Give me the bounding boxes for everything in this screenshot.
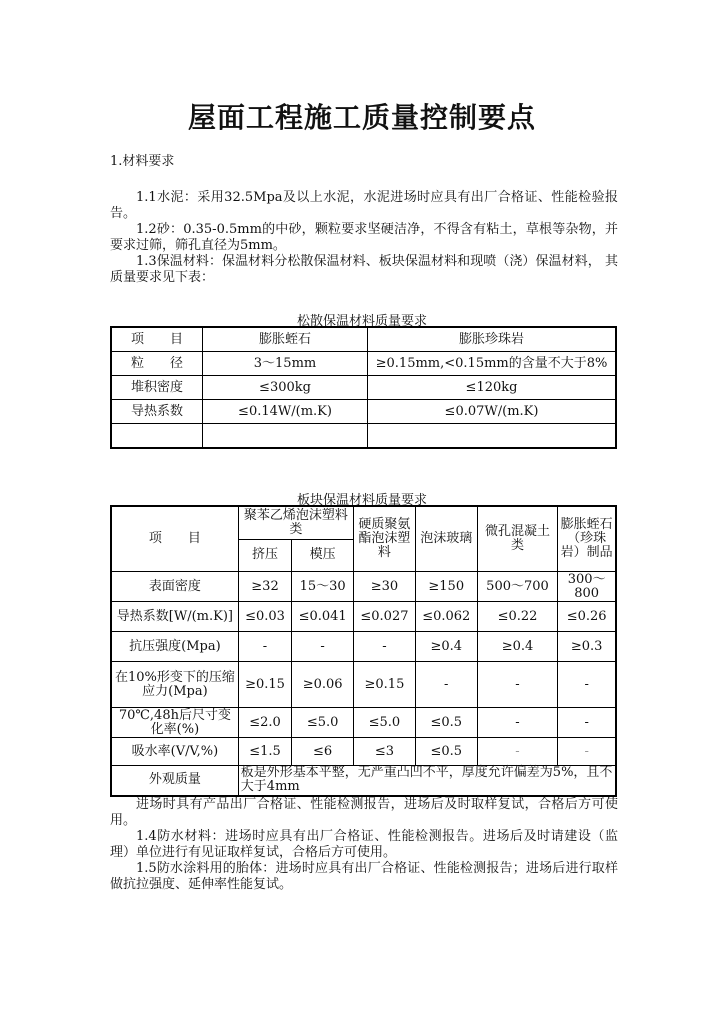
section-heading: 1.材料要求 (110, 154, 175, 169)
table-cell: - (238, 632, 291, 662)
table-cell: ≥0.15 (354, 662, 416, 708)
table-row (111, 766, 616, 796)
table-cell: 表面密度 (111, 572, 238, 602)
table-cell: 堆积密度 (111, 376, 203, 400)
table-cell: - (415, 662, 477, 708)
table-cell: ≤300kg (203, 376, 368, 400)
table-cell: ≤0.14W/(m.K) (203, 400, 368, 424)
table-cell (203, 424, 368, 449)
table-cell: ≥0.15mm,<0.15mm的含量不大于8% (368, 352, 617, 376)
table-cell: 板是外形基本平整，无严重凸凹不平，厚度允许偏差为5%，且不大于4mm (238, 766, 616, 796)
table-cell (368, 424, 617, 449)
table-row (111, 352, 616, 376)
table-row (111, 708, 616, 738)
table-cell (111, 424, 203, 449)
table-cell: 15～30 (292, 572, 354, 602)
table-row (111, 400, 616, 424)
table-cell: 70℃,48h后尺寸变化率(%) (111, 708, 238, 738)
table-cell: 导热系数[W/(m.K)] (111, 602, 238, 632)
table-cell: 在10%形变下的压缩应力(Mpa) (111, 662, 238, 708)
table-cell: ≥0.3 (558, 632, 616, 662)
table-cell: ≥150 (415, 572, 477, 602)
table-header-cell: 模压 (292, 539, 354, 572)
table-cell: ≤2.0 (238, 708, 291, 738)
table-cell: 300～800 (558, 572, 616, 602)
table-header-cell: 膨胀珍珠岩 (368, 327, 617, 352)
table-row (111, 376, 616, 400)
table-row (111, 632, 616, 662)
table-cell: ≤0.5 (415, 708, 477, 738)
table-cell: - (558, 738, 616, 766)
table-header-cell: 膨胀蛭石（珍珠岩）制品 (558, 506, 616, 572)
table-cell: ≥0.06 (292, 662, 354, 708)
table2-caption: 板块保温材料质量要求 (296, 493, 427, 508)
table-cell: ≤6 (292, 738, 354, 766)
table-cell: 3～15mm (203, 352, 368, 376)
table-cell: - (477, 738, 558, 766)
table-cell: ≤0.03 (238, 602, 291, 632)
table-cell: ≤0.027 (354, 602, 416, 632)
table-cell: 导热系数 (111, 400, 203, 424)
table-cell: ≤3 (354, 738, 416, 766)
table-cell: 吸水率(V/V,%) (111, 738, 238, 766)
table-cell: - (354, 632, 416, 662)
table-cell: ≤5.0 (292, 708, 354, 738)
table-header-cell: 项 目 (111, 506, 238, 572)
table-cell: ≥30 (354, 572, 416, 602)
table-header-row (111, 327, 616, 352)
table-row (111, 738, 616, 766)
table-header-cell: 聚苯乙烯泡沫塑料类 (238, 506, 353, 539)
table-header-cell: 硬质聚氨酯泡沫塑料 (354, 506, 416, 572)
table-header-cell: 挤压 (238, 539, 291, 572)
table-row (111, 572, 616, 602)
table-cell: ≤120kg (368, 376, 617, 400)
table-header-cell: 微孔混凝土类 (477, 506, 558, 572)
table-cell: 外观质量 (111, 766, 238, 796)
board-insulation-table (110, 505, 617, 797)
table-cell: 抗压强度(Mpa) (111, 632, 238, 662)
paragraph-waterproof: 1.4防水材料：进场时应具有出厂合格证、性能检测报告。进场后及时请建设（监理）单位进行有见证取样复试，合格后方可使用。 (110, 829, 618, 860)
table-cell: ≤0.5 (415, 738, 477, 766)
table-cell: ≥0.4 (415, 632, 477, 662)
table-header-row (111, 506, 616, 539)
table-header-cell: 项 目 (111, 327, 203, 352)
table-cell: ≤1.5 (238, 738, 291, 766)
table-row (111, 602, 616, 632)
table-cell: ≤0.041 (292, 602, 354, 632)
table-row (111, 662, 616, 708)
table-cell: - (558, 708, 616, 738)
table-cell: ≤0.062 (415, 602, 477, 632)
table-cell: - (477, 662, 558, 708)
table-cell: ≤0.26 (558, 602, 616, 632)
table-cell: - (477, 708, 558, 738)
table-cell: ≥0.4 (477, 632, 558, 662)
table-cell: 500～700 (477, 572, 558, 602)
table-row-empty (111, 424, 616, 449)
paragraph-coating: 1.5防水涂料用的胎体：进场时应具有出厂合格证、性能检测报告；进场后进行取样做抗拉强度、延伸率性能复试。 (110, 861, 618, 892)
table-cell: ≥32 (238, 572, 291, 602)
table-cell: - (292, 632, 354, 662)
table-cell: ≥0.15 (238, 662, 291, 708)
loose-insulation-table (110, 326, 617, 449)
page-title: 屋面工程施工质量控制要点 (187, 101, 536, 134)
paragraph-sand: 1.2砂：0.35-0.5mm的中砂，颗粒要求坚硬洁净，不得含有粘土，草根等杂物，并要求过筛，筛孔直径为5mm。 (110, 222, 618, 253)
table-cell: ≤0.07W/(m.K) (368, 400, 617, 424)
paragraph-inspection: 进场时具有产品出厂合格证、性能检测报告，进场后及时取样复试，合格后方可使用。 (110, 797, 618, 828)
table-header-cell: 泡沫玻璃 (415, 506, 477, 572)
paragraph-cement: 1.1水泥：采用32.5Mpa及以上水泥，水泥进场时应具有出厂合格证、性能检验报告。 (110, 190, 618, 221)
table-cell: ≤0.22 (477, 602, 558, 632)
table1-caption: 松散保温材料质量要求 (296, 314, 427, 329)
table-header-cell: 膨胀蛭石 (203, 327, 368, 352)
table-cell: - (558, 662, 616, 708)
table-cell: 粒 径 (111, 352, 203, 376)
table-cell: ≤5.0 (354, 708, 416, 738)
paragraph-insulation: 1.3保温材料：保温材料分松散保温材料、板块保温材料和现喷（浇）保温材料， 其质量要求见下表： (110, 254, 618, 285)
